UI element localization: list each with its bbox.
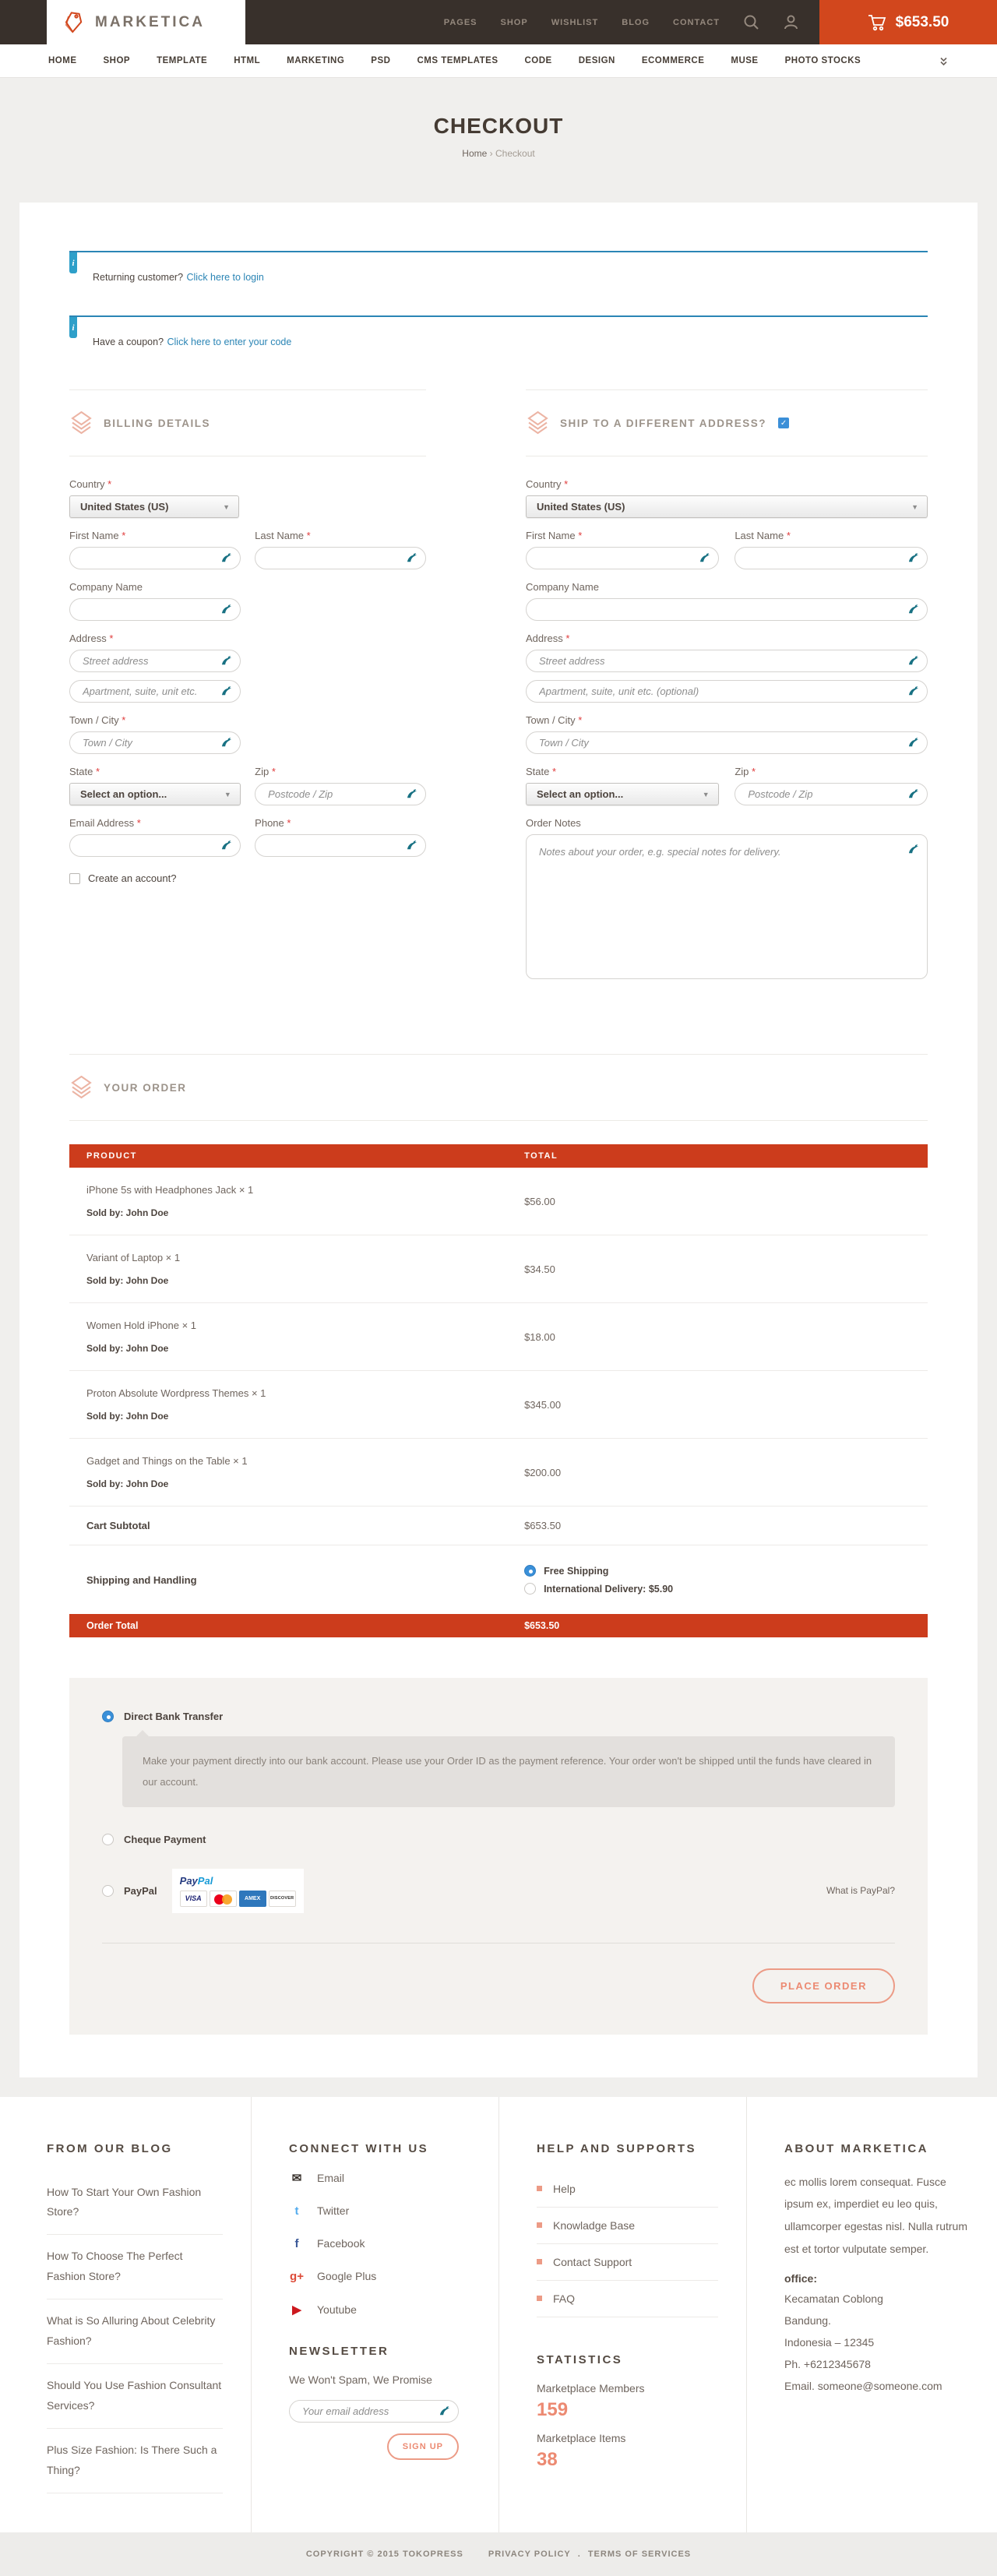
company-label: Company Name [69,581,143,593]
billing-street-input[interactable] [69,650,241,672]
shipping-handling-label: Shipping and Handling [86,1573,197,1586]
youtube-icon: ▶ [292,2303,301,2317]
product-name: Proton Absolute Wordpress Themes × 1 [86,1387,266,1399]
mastercard-icon [210,1891,237,1907]
your-order-title: YOUR ORDER [104,1081,187,1094]
header-nav-list [444,18,720,27]
order-table [69,1144,928,1637]
billing-country-select[interactable]: United States (US) ▼ [69,495,239,518]
footer [0,2097,997,2532]
autofill-icon[interactable] [699,552,711,568]
product-seller: Sold by: John Doe [86,1411,169,1422]
menu-item[interactable]: CODE [524,56,552,65]
order-item-row [69,1235,928,1303]
bullet-icon [537,2222,542,2228]
social-link[interactable] [289,2303,470,2317]
footer-connect-title: CONNECT WITH US [289,2141,429,2155]
order-total-value: $653.50 [524,1620,560,1631]
bullet-icon [537,2259,542,2264]
shipping-option-label[interactable]: Free Shipping [544,1565,609,1577]
product-seller: Sold by: John Doe [86,1478,169,1489]
header-nav-item[interactable]: CONTACT [673,17,720,27]
blog-post-link[interactable]: Plus Size Fashion: Is There Such a Thing? [47,2429,223,2493]
menu-item[interactable]: HTML [234,56,261,65]
billing-email-input[interactable] [69,834,241,857]
cheque-method [102,1834,895,1845]
newsletter-email-input[interactable] [289,2400,459,2423]
shipping-option-label[interactable]: International Delivery: $5.90 [544,1583,674,1595]
autofill-icon[interactable] [908,844,920,859]
visa-card-icon: VISA [180,1891,207,1907]
ship-different-checkbox[interactable]: ✓ [778,418,789,428]
menu-item[interactable]: TEMPLATE [157,56,208,65]
login-link[interactable]: Click here to login [186,272,264,283]
category-menu-list [48,56,861,65]
autofill-icon[interactable] [439,2405,451,2421]
billing-zip-input[interactable] [255,783,426,805]
country-label: Country [526,478,562,490]
returning-customer-text: Returning customer? [93,272,184,283]
office-address-line: Indonesia – 12345 [784,2336,875,2349]
checkout-card [19,203,978,2077]
social-link[interactable] [289,2171,470,2185]
cart-subtotal-row [69,1506,928,1545]
shipping-street-input[interactable] [526,650,928,672]
order-total-row [69,1614,928,1637]
paypal-radio[interactable] [102,1885,114,1897]
footer-blog-column [0,2097,251,2532]
autofill-icon[interactable] [407,552,418,568]
info-icon: i [69,252,77,273]
bank-transfer-description: Make your payment directly into our bank account. Please use your Order ID as the payment reference. Your order won't be shipped until the funds have cleared in our account. [122,1736,895,1807]
billing-town-input[interactable] [69,731,241,754]
product-name: Variant of Laptop × 1 [86,1252,181,1263]
phone-label: Phone [255,817,284,829]
discover-card-icon: DISCOVER [269,1891,296,1907]
header-nav-item[interactable]: PAGES [443,17,477,27]
order-notes-label: Order Notes [526,817,581,829]
facebook-icon: f [294,2236,299,2250]
category-menu [0,44,997,78]
shipping-country-select[interactable]: United States (US) ▼ [526,495,928,518]
shipping-option-radio[interactable] [524,1583,536,1595]
address-label: Address [526,633,563,644]
email-label: Email Address [69,817,135,829]
autofill-icon[interactable] [407,788,418,804]
product-total: $34.50 [524,1263,555,1275]
help-link[interactable] [537,2208,718,2244]
ship-different-title: SHIP TO A DIFFERENT ADDRESS? [560,417,767,429]
chevron-down-icon: ▼ [702,790,710,798]
help-label: FAQ [553,2292,576,2305]
autofill-icon[interactable] [407,840,418,855]
header-nav [444,0,819,44]
shipping-apartment-input[interactable] [526,680,928,703]
search-icon[interactable] [743,14,759,30]
footer-help-list [537,2171,718,2317]
address-label: Address [69,633,107,644]
email-icon: ✉ [291,2171,302,2185]
breadcrumb [0,148,997,159]
members-label: Marketplace Members [537,2381,645,2395]
newsletter-signup-button[interactable]: SIGN UP [387,2433,459,2460]
billing-apartment-input[interactable] [69,680,241,703]
terms-link[interactable]: TERMS OF SERVICES [587,2549,692,2559]
returning-customer-notice [69,251,928,303]
help-link[interactable] [537,2281,718,2317]
billing-details-section: BILLING DETAILS Country * United States (US) ▼ First Name * Last Name * Company Name Address * Street address Apartment, suite, unit etc. Town / City * Town / City State * Select an option... ▼ Zip * Postcode / Zip Email Address * Phone * Create an account? [69,389,426,995]
cart-total: $653.50 [895,13,949,30]
office-address-line: Email. someone@someone.com [784,2380,942,2393]
paypal-cards-image [172,1869,304,1913]
bank-transfer-method [102,1711,895,1722]
cart-subtotal-value: $653.50 [524,1520,562,1531]
menu-item[interactable]: ECOMMERCE [641,56,705,65]
menu-item[interactable]: DESIGN [578,56,615,65]
shipping-town-input[interactable] [526,731,928,754]
billing-company-input[interactable] [69,598,241,621]
statistics-title: STATISTICS [537,2352,623,2366]
bullet-icon [537,2186,542,2191]
last-name-label: Last Name [255,530,305,541]
billing-last-name-input[interactable] [255,547,426,569]
cart-button[interactable] [819,0,997,44]
footer-blog-title: FROM OUR BLOG [47,2141,173,2155]
social-label: Email [317,2171,345,2184]
product-seller: Sold by: John Doe [86,1275,169,1286]
company-label: Company Name [526,581,599,593]
order-item-row [69,1168,928,1235]
privacy-policy-link[interactable]: PRIVACY POLICY [488,2549,571,2559]
help-link[interactable] [537,2171,718,2208]
zip-label: Zip [735,766,749,777]
product-total: $200.00 [524,1466,562,1478]
shipping-options [524,1559,928,1601]
social-link[interactable] [289,2237,470,2250]
social-label: Google Plus [317,2270,377,2283]
social-label: Facebook [317,2237,365,2250]
cheque-label[interactable]: Cheque Payment [124,1833,206,1845]
menu-item[interactable]: SHOP [103,56,131,65]
newsletter-text: We Won't Spam, We Promise [289,2373,432,2386]
footer-about-title: ABOUT MARKETICA [784,2141,928,2155]
office-address [784,2288,969,2397]
your-order-section [69,1054,928,2035]
bullet-icon [537,2296,542,2301]
copyright-text: COPYRIGHT © 2015 TOKOPRESS [305,2549,463,2559]
shipping-details-section: SHIP TO A DIFFERENT ADDRESS? ✓ Country * United States (US) ▼ First Name * Last Name * Company Name Address * Street address Apartment, suite, unit etc. (optional) Town / City * Town / City State * Select an option... ▼ Zip * Postcode / Zip Order Notes Notes about your order, e.g. special notes for delivery. [526,389,928,995]
items-label: Marketplace Items [537,2431,626,2444]
country-label: Country [69,478,105,490]
breadcrumb-separator: › [489,148,493,159]
state-label: State [526,766,550,777]
last-name-label: Last Name [735,530,784,541]
billing-first-name-input[interactable] [69,547,241,569]
office-address-line: Ph. +6212345678 [784,2358,871,2371]
autofill-icon[interactable] [908,737,920,752]
paypal-label[interactable]: PayPal [124,1884,157,1897]
bottom-bar: COPYRIGHT © 2015 TOKOPRESS PRIVACY POLICY . TERMS OF SERVICES [0,2532,997,2576]
office-label: office: [784,2272,817,2285]
order-total-label: Order Total [86,1620,139,1631]
help-label: Knowladge Base [553,2218,636,2232]
product-name: Women Hold iPhone × 1 [86,1320,197,1331]
header-nav-item[interactable]: SHOP [500,17,528,27]
amex-card-icon: AMEX [239,1891,266,1907]
product-name: iPhone 5s with Headphones Jack × 1 [86,1184,254,1196]
autofill-icon[interactable] [221,737,233,752]
header-nav-item[interactable]: WISHLIST [551,17,599,27]
footer-blog-list [47,2171,223,2493]
layers-icon [71,1076,92,1099]
footer-help-title: HELP AND SUPPORTS [537,2141,697,2155]
autofill-icon[interactable] [908,655,920,671]
office-address-line: Bandung. [784,2314,831,2328]
town-label: Town / City [526,714,576,726]
product-seller: Sold by: John Doe [86,1343,169,1354]
social-link[interactable] [289,2204,470,2218]
chevron-down-icon: ▼ [911,502,918,511]
payment-methods-panel [69,1678,928,2035]
page-title: CHECKOUT [433,114,564,138]
product-name: Gadget and Things on the Table × 1 [86,1455,248,1467]
autofill-icon[interactable] [221,552,233,568]
autofill-icon[interactable] [221,655,233,671]
first-name-label: First Name [526,530,576,541]
place-order-button[interactable]: PLACE ORDER [752,1968,895,2003]
items-count: 38 [537,2448,558,2470]
shipping-option-radio[interactable] [524,1565,536,1577]
product-total: $345.00 [524,1398,562,1411]
menu-item[interactable]: MARKETING [287,56,345,65]
coupon-text: Have a coupon? [93,337,164,347]
chevron-down-icon: ▼ [223,502,230,511]
blog-post-link[interactable]: Should You Use Fashion Consultant Services? [47,2364,223,2429]
members-count: 159 [537,2398,569,2420]
bank-transfer-radio[interactable] [102,1711,114,1722]
autofill-icon[interactable] [908,604,920,619]
billing-state-select[interactable]: Select an option... ▼ [69,783,241,805]
shipping-last-name-input[interactable] [735,547,928,569]
coupon-notice [69,315,928,368]
blog-post-link[interactable]: What is So Alluring About Celebrity Fashion? [47,2299,223,2364]
order-items [69,1168,928,1506]
paypal-method [102,1869,895,1913]
shipping-option [524,1583,928,1595]
brand-name: MARKETICA [95,13,205,30]
account-icon[interactable] [783,14,799,30]
newsletter-title: NEWSLETTER [289,2344,389,2358]
autofill-icon[interactable] [221,604,233,619]
header-nav-item[interactable]: BLOG [622,17,650,27]
shipping-handling-row [69,1545,928,1615]
google-plus-icon: g+ [290,2269,304,2283]
zip-label: Zip [255,766,270,777]
cart-icon [868,14,886,31]
order-item-row [69,1439,928,1506]
footer-social-list [289,2171,470,2317]
cart-subtotal-label: Cart Subtotal [86,1520,150,1531]
product-column-header: PRODUCT [86,1151,137,1161]
what-is-paypal-link[interactable]: What is PayPal? [826,1885,895,1897]
product-total: $18.00 [524,1330,555,1343]
menu-item[interactable]: HOME [48,56,77,65]
shipping-state-select[interactable]: Select an option... ▼ [526,783,719,805]
billing-phone-input[interactable] [255,834,426,857]
shipping-company-input[interactable] [526,598,928,621]
shipping-zip-input[interactable] [735,783,928,805]
breadcrumb-current: Checkout [495,148,535,159]
autofill-icon[interactable] [908,685,920,701]
cheque-radio[interactable] [102,1834,114,1845]
product-seller: Sold by: John Doe [86,1207,169,1218]
layers-icon [527,411,548,435]
page-header [0,78,997,203]
state-label: State [69,766,93,777]
brand-logo[interactable] [47,0,245,44]
autofill-icon[interactable] [908,552,920,568]
total-column-header: TOTAL [524,1151,558,1161]
menu-item[interactable]: PSD [371,56,391,65]
shipping-first-name-input[interactable] [526,547,719,569]
help-label: Contact Support [553,2255,632,2268]
bank-transfer-label[interactable]: Direct Bank Transfer [124,1711,224,1722]
menu-item[interactable]: CMS TEMPLATES [417,56,498,65]
menu-item[interactable]: MUSE [731,56,759,65]
layers-icon [71,411,92,435]
order-notes-textarea[interactable] [526,834,928,979]
info-icon: i [69,317,77,338]
autofill-icon[interactable] [908,788,920,804]
header [0,0,997,44]
breadcrumb-home[interactable]: Home [462,148,488,159]
chevron-down-icon: ▼ [224,790,231,798]
footer-help-column [498,2097,746,2532]
paypal-logo: PayPal [179,1874,213,1887]
price-tag-icon [62,10,86,35]
create-account-checkbox[interactable] [69,873,80,884]
shipping-option [524,1565,928,1577]
help-link[interactable] [537,2244,718,2281]
menu-item[interactable]: PHOTO STOCKS [784,56,861,65]
autofill-icon[interactable] [221,685,233,701]
town-label: Town / City [69,714,119,726]
office-address-line: Kecamatan Coblong [784,2292,883,2306]
social-label: Youtube [317,2303,357,2316]
order-item-row [69,1371,928,1439]
more-categories-icon[interactable] [939,56,949,66]
autofill-icon[interactable] [221,840,233,855]
about-text: ec mollis lorem consequat. Fusce ipsum ex, imperdiet eu leo quis, ullamcorper egestas nisl. Nulla rutrum est et tortor vulputate semper. [784,2175,967,2255]
help-label: Help [553,2182,576,2195]
social-link[interactable] [289,2270,470,2283]
blog-post-link[interactable]: How To Choose The Perfect Fashion Store? [47,2235,223,2299]
blog-post-link[interactable]: How To Start Your Own Fashion Store? [47,2171,223,2236]
order-item-row [69,1303,928,1371]
social-label: Twitter [317,2204,350,2218]
coupon-link[interactable]: Click here to enter your code [167,337,292,347]
twitter-icon: t [294,2204,299,2218]
product-total: $56.00 [524,1195,555,1207]
first-name-label: First Name [69,530,119,541]
billing-title: BILLING DETAILS [104,417,210,429]
footer-about-column [746,2097,997,2532]
footer-connect-column [251,2097,498,2532]
create-account-label: Create an account? [88,872,177,884]
